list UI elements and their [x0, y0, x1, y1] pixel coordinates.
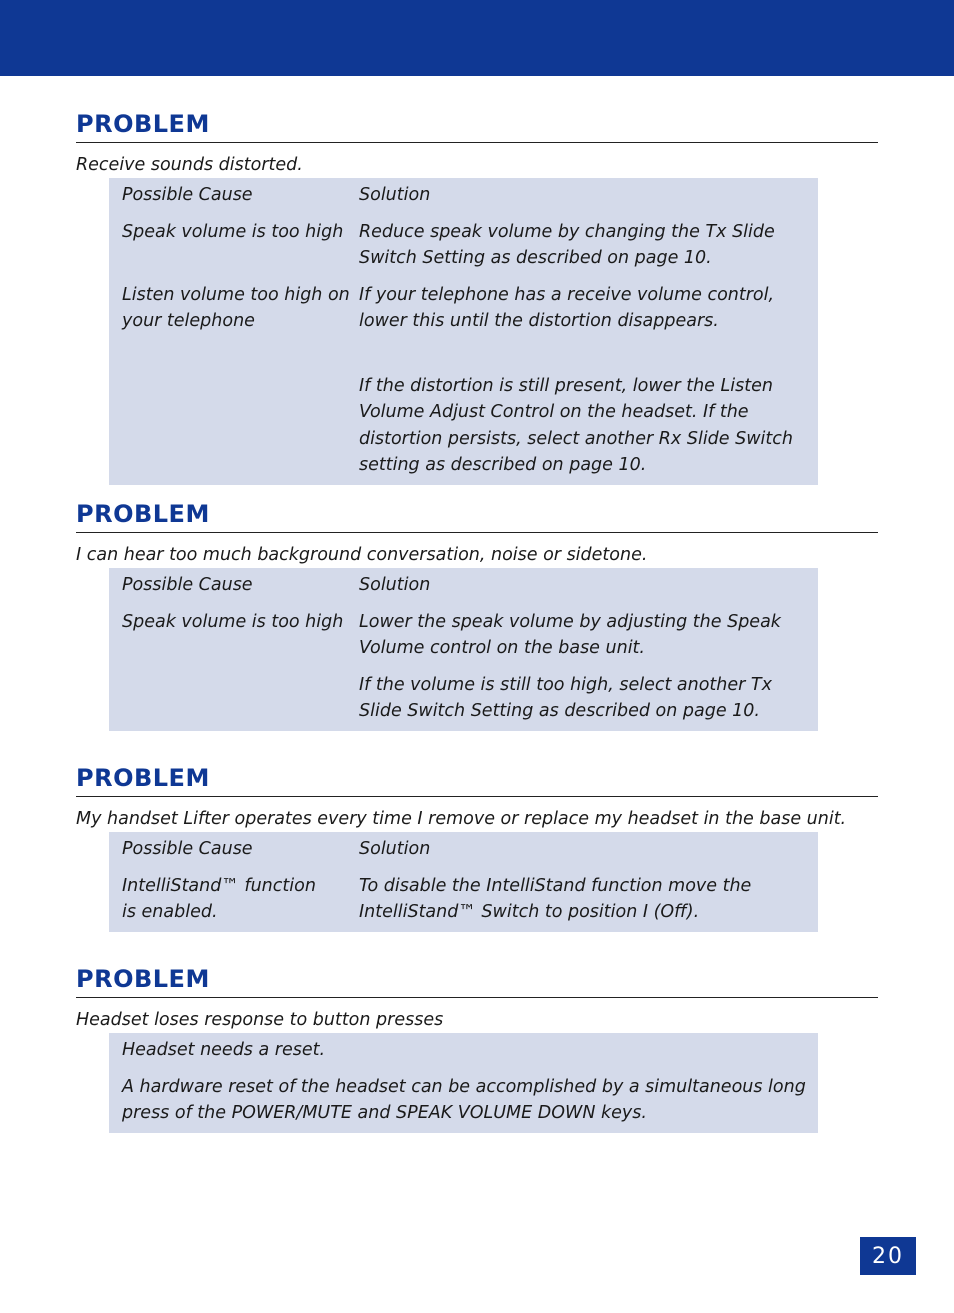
cause-solution-table — [109, 832, 818, 932]
solution-text: To disable the IntelliStand function move the IntelliStand™ Switch to position I (Off). — [359, 875, 752, 922]
cause-cell: IntelliStand™ function is enabled. — [122, 875, 316, 922]
table-header-row — [122, 572, 808, 599]
cause-column-header: Possible Cause — [122, 839, 253, 859]
problem-description: Headset loses response to button presses — [76, 1010, 444, 1030]
solution-text: If the distortion is still present, lower the Listen Volume Adjust Control on the headset. If the distortion persists, select another Rx Slide Switch setting as described on page 10. — [359, 375, 793, 475]
problem-section-2 — [76, 499, 878, 731]
table-row — [122, 873, 808, 926]
header-bar — [0, 0, 954, 76]
problem-section-1 — [76, 109, 878, 485]
solution-text: If the volume is still too high, select another Tx Slide Switch Setting as described on page 10. — [359, 674, 772, 721]
table-row — [122, 609, 808, 725]
problem-heading: PROBLEM — [76, 763, 878, 797]
solution-cell — [359, 282, 808, 479]
cause-solution-table — [109, 178, 818, 485]
page-number: 20 — [860, 1237, 916, 1275]
table-header-row — [122, 182, 808, 209]
cause-cell: Speak volume is too high — [122, 221, 344, 242]
solution-column-header: Solution — [359, 185, 431, 205]
problem-heading: PROBLEM — [76, 109, 878, 143]
reset-instruction-text: A hardware reset of the headset can be accomplished by a simultaneous long press of the POWER/MUTE and SPEAK VOLUME DOWN keys. — [122, 1076, 806, 1123]
problem-section-3 — [76, 763, 878, 932]
table-header-row — [122, 836, 808, 863]
solution-text: If your telephone has a receive volume control, lower this until the distortion disappears. — [359, 284, 775, 331]
cause-column-header: Possible Cause — [122, 575, 253, 595]
solution-cell — [359, 219, 808, 272]
problem-heading: PROBLEM — [76, 964, 878, 998]
problem-description: My handset Lifter operates every time I remove or replace my headset in the base unit. — [76, 809, 847, 829]
problem-section-4 — [76, 964, 878, 1133]
solution-text: Reduce speak volume by changing the Tx Slide Switch Setting as described on page 10. — [359, 221, 775, 268]
solution-cell — [359, 873, 808, 926]
table-row — [122, 219, 808, 272]
reset-instructions-box — [109, 1033, 818, 1133]
solution-text: Lower the speak volume by adjusting the Speak Volume control on the base unit. — [359, 611, 781, 658]
reset-cause-text: Headset needs a reset. — [122, 1040, 326, 1060]
cause-solution-table — [109, 568, 818, 731]
table-row — [122, 282, 808, 479]
problem-description: I can hear too much background conversation, noise or sidetone. — [76, 545, 648, 565]
solution-column-header: Solution — [359, 575, 431, 595]
solution-cell — [359, 609, 808, 725]
cause-column-header: Possible Cause — [122, 185, 253, 205]
cause-cell: Speak volume is too high — [122, 611, 344, 632]
cause-cell: Listen volume too high on your telephone — [122, 284, 350, 331]
problem-heading: PROBLEM — [76, 499, 878, 533]
problem-description: Receive sounds distorted. — [76, 155, 303, 175]
solution-column-header: Solution — [359, 839, 431, 859]
